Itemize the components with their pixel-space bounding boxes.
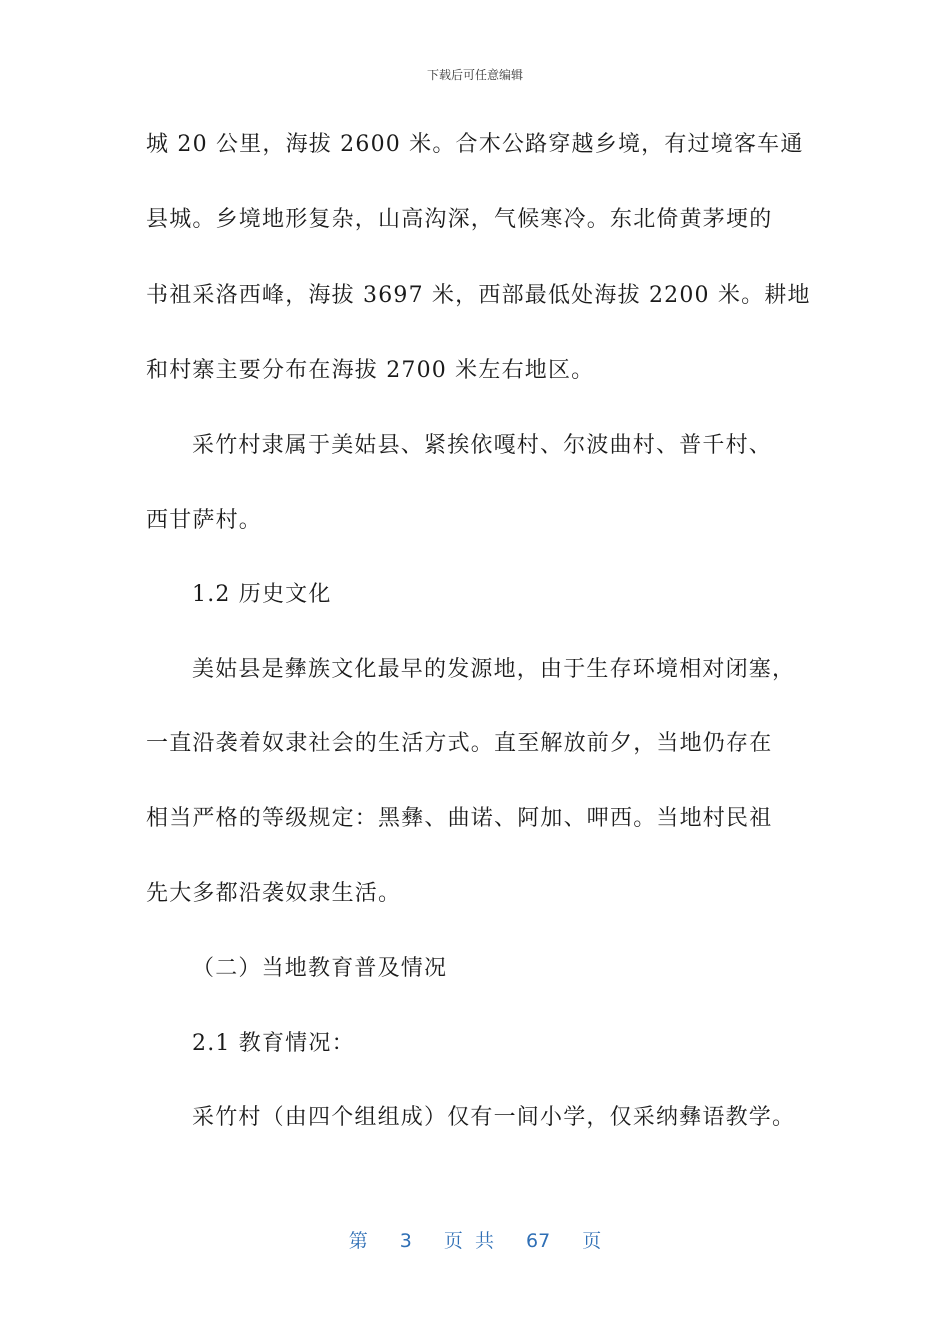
text-line: 采竹村（由四个组组成）仅有一间小学，仅采纳彝语教学。: [192, 1105, 796, 1130]
text-line: 书祖采洛西峰，海拔 3697 米，西部最低处海拔 2200 米。耕地: [146, 283, 811, 308]
text-line: 城 20 公里，海拔 2600 米。合木公路穿越乡境，有过境客车通: [146, 132, 804, 157]
page-header: 下载后可任意编辑: [426, 68, 523, 82]
text-line: 先大多都沿袭奴隶生活。: [146, 881, 402, 906]
text-line: 美姑县是彝族文化最早的发源地，由于生存环境相对闭塞，: [192, 657, 796, 682]
text-line: 和村寨主要分布在海拔 2700 米左右地区。: [146, 358, 595, 383]
section-heading: 1.2 历史文化: [192, 582, 332, 607]
footer-suffix: 页: [582, 1230, 602, 1252]
text-line: 一直沿袭着奴隶社会的生活方式。直至解放前夕，当地仍存在: [146, 731, 773, 756]
footer-prefix: 第: [348, 1230, 368, 1252]
section-heading: （二）当地教育普及情况: [192, 956, 448, 981]
text-line: 西甘萨村。: [146, 508, 263, 533]
total-pages-number: 67: [526, 1230, 551, 1252]
section-heading: 2.1 教育情况：: [192, 1031, 355, 1056]
page-footer: [0, 1226, 950, 1253]
text-line: 相当严格的等级规定：黑彝、曲诺、阿加、呷西。当地村民祖: [146, 806, 773, 831]
text-line: 县城。乡境地形复杂，山高沟深，气候寒冷。东北倚黄茅埂的: [146, 207, 773, 232]
footer-middle: 页 共: [443, 1230, 494, 1252]
text-line: 采竹村隶属于美姑县、紧挨依嘎村、尔波曲村、普千村、: [192, 433, 773, 458]
current-page-number: 3: [399, 1230, 412, 1252]
